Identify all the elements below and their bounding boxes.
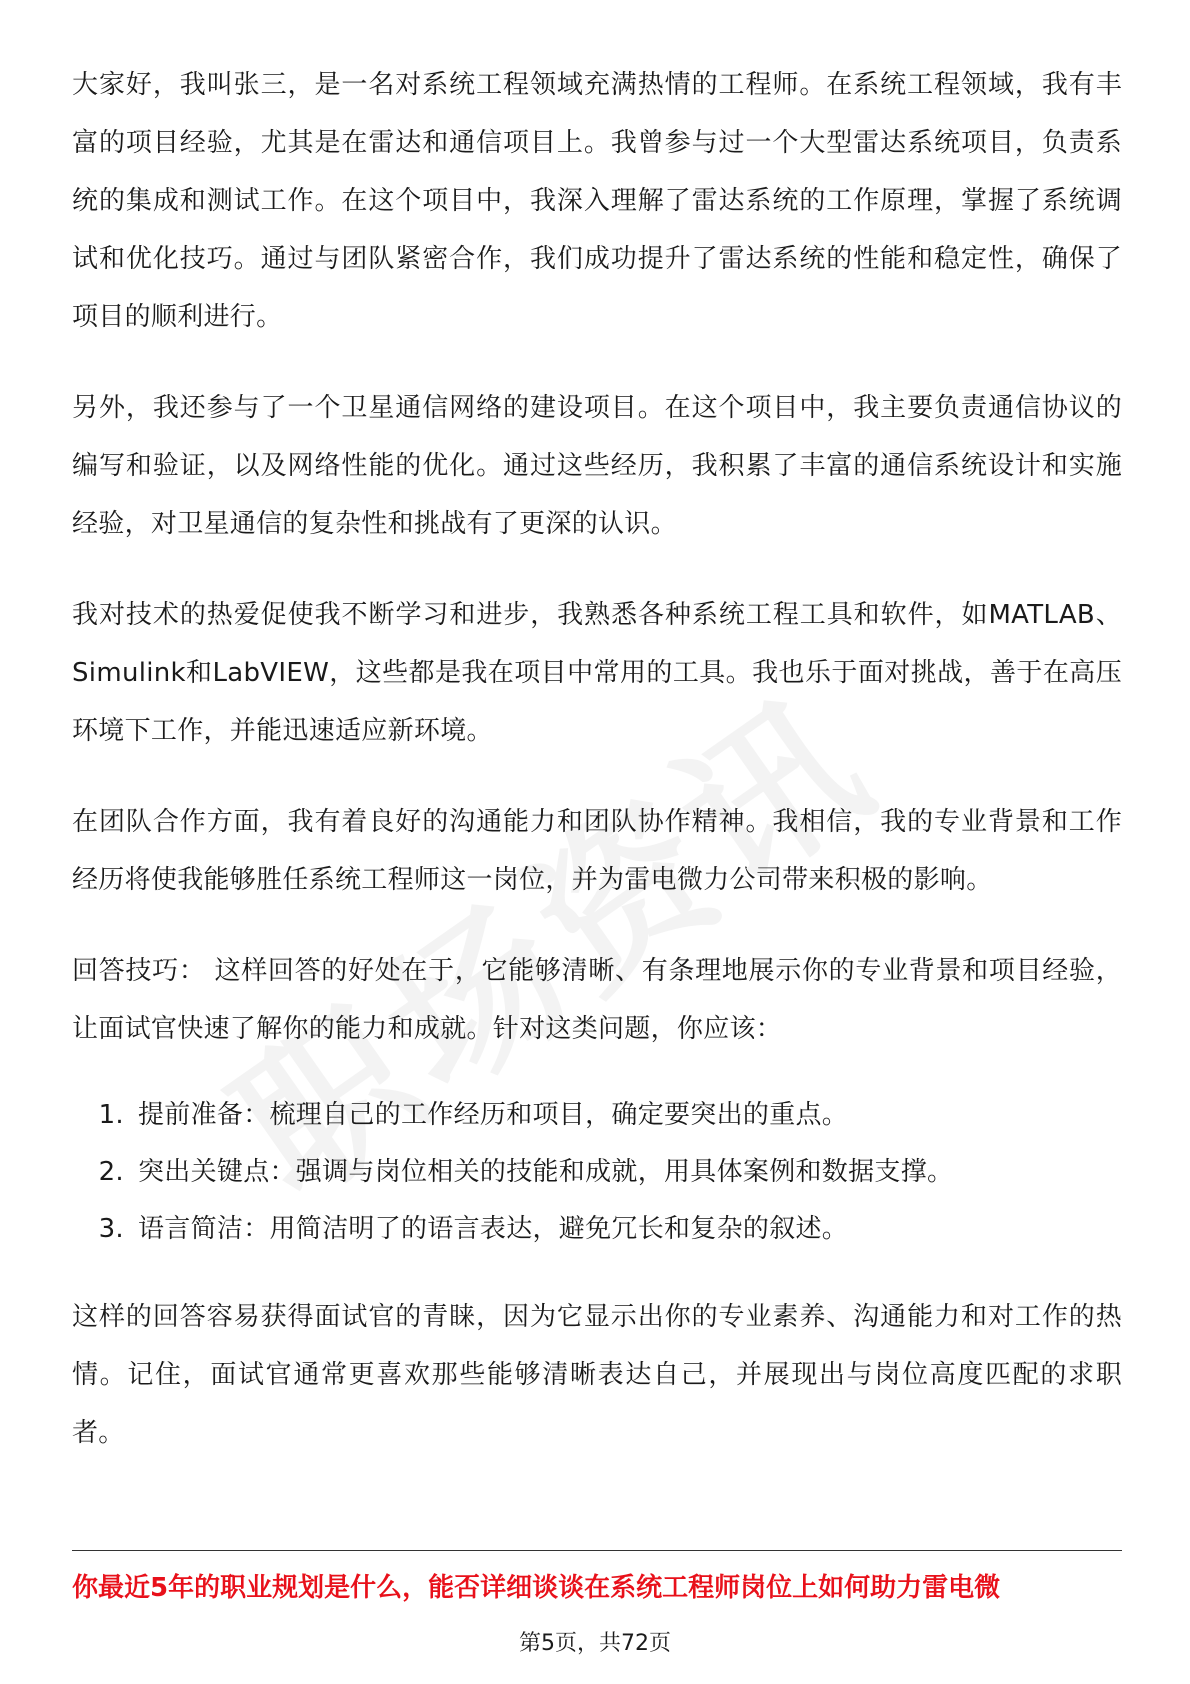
page-number: 第5页，共72页	[519, 1631, 671, 1656]
list-item-text: 突出关键点：强调与岗位相关的技能和成就，用具体案例和数据支撑。	[138, 1157, 954, 1187]
closing-paragraph: 这样的回答容易获得面试官的青睐，因为它显示出你的专业素养、沟通能力和对工作的热情。记住，面试官通常更喜欢那些能够清晰表达自己，并展现出与岗位高度匹配的求职者。	[72, 1302, 1122, 1448]
list-item	[72, 1087, 1122, 1144]
list-item	[72, 1144, 1122, 1201]
tips-list	[72, 1087, 1122, 1258]
answer-paragraph-3: 我对技术的热爱促使我不断学习和进步，我熟悉各种系统工程工具和软件，如MATLAB、Simulink和LabVIEW，这些都是我在项目中常用的工具。我也乐于面对挑战，善于在高压环境下工作，并能迅速适应新环境。	[72, 600, 1122, 746]
answer-content	[72, 56, 1122, 1495]
list-item-number: 3.	[98, 1214, 124, 1244]
next-question-heading: 你最近5年的职业规划是什么，能否详细谈谈在系统工程师岗位上如何助力雷电微	[72, 1573, 1001, 1603]
list-item-text: 语言简洁：用简洁明了的语言表达，避免冗长和复杂的叙述。	[138, 1214, 849, 1244]
answer-tips-intro: 回答技巧： 这样回答的好处在于，它能够清晰、有条理地展示你的专业背景和项目经验，让面试官快速了解你的能力和成就。针对这类问题，你应该：	[72, 956, 1122, 1044]
list-item	[72, 1201, 1122, 1258]
list-item-number: 1.	[98, 1100, 124, 1130]
answer-paragraph-2: 另外，我还参与了一个卫星通信网络的建设项目。在这个项目中，我主要负责通信协议的编写和验证，以及网络性能的优化。通过这些经历，我积累了丰富的通信系统设计和实施经验，对卫星通信的复杂性和挑战有了更深的认识。	[72, 393, 1122, 539]
list-item-text: 提前准备：梳理自己的工作经历和项目，确定要突出的重点。	[138, 1100, 849, 1130]
list-item-number: 2.	[98, 1157, 124, 1187]
answer-paragraph-4: 在团队合作方面，我有着良好的沟通能力和团队协作精神。我相信，我的专业背景和工作经历将使我能够胜任系统工程师这一岗位，并为雷电微力公司带来积极的影响。	[72, 807, 1122, 895]
section-divider	[72, 1550, 1122, 1551]
answer-paragraph-1: 大家好，我叫张三，是一名对系统工程领域充满热情的工程师。在系统工程领域，我有丰富的项目经验，尤其是在雷达和通信项目上。我曾参与过一个大型雷达系统项目，负责系统的集成和测试工作。在这个项目中，我深入理解了雷达系统的工作原理，掌握了系统调试和优化技巧。通过与团队紧密合作，我们成功提升了雷达系统的性能和稳定性，确保了项目的顺利进行。	[72, 70, 1122, 332]
